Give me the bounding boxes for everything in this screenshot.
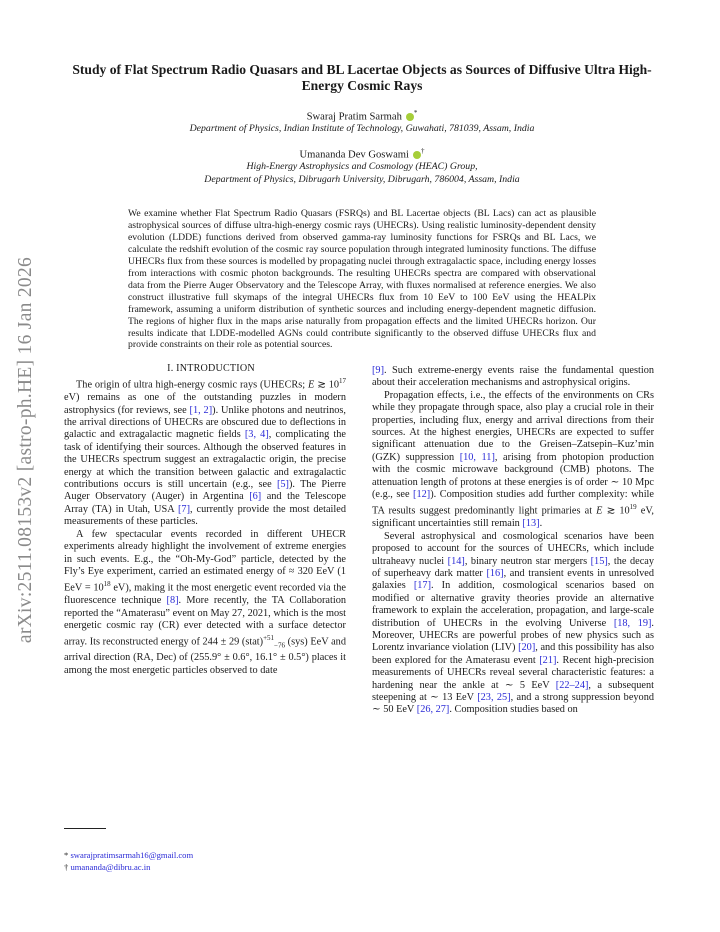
left-column	[64, 363, 346, 677]
paragraph: A few spectacular events recorded in different UHECR experiments already highlight the involvement of extreme energies in such events. E.g., the “Oh-My-God” particle, detected by the Fly’s Eye experiment, carried an estimated energy of ≈ 320 EeV (1 EeV = $10^{18}$ eV), making it the most energetic event recorded via the fluorescence technique [8]. More recently, the TA Collaboration reported the “Amaterasu” event on May 27, 2021, which is the most energetic cosmic ray (CR) ever detected with a surface detector array. Its reconstructed energy of 244 ± 29 (stat)$^{+51}_{-76}$ (sys) EeV and arrival direction (RA, Dec) of (255.9° ± 0.6°, 16.1° ± 0.5°) places it among the most energetic particles observed to date	[64, 528, 346, 676]
footnote-rule	[64, 828, 106, 829]
paragraph: [9]. Such extreme-energy events raise the fundamental question about their acceleration mechanisms and astrophysical origins.	[372, 365, 654, 389]
author-2-mark: †	[420, 147, 425, 155]
paragraph: The origin of ultra high-energy cosmic rays (UHECRs; E ≳ $10^{17}$ eV) remains as one of the outstanding puzzles in modern astrophysics (for reviews, see [1, 2]). Unlike photons and neutrinos, the arrival directions of UHECRs are obscured due to deflections in galactic and extragalactic magnetic fields [3, 4], complicating the task of identifying their sources. Although the observed features in the UHECRs spectrum suggest an extragalactic origin, the precise energy at which the transition between galactic and extragalactic contributions occurs is still uncertain (e.g., see [5]). The Pierre Auger Observatory (Auger) in Argentina [6] and the Telescope Array (TA) in Utah, USA [7], currently provide the most detailed measurements of these particles.	[64, 377, 346, 528]
abstract: We examine whether Flat Spectrum Radio Quasars (FSRQs) and BL Lacertae objects (BL Lacs) can act as plausible astrophysical sources of diffuse ultra-high-energy cosmic rays (UHECRs). Using realistic luminosity-dependent density evolution (LDDE) functions derived from observed gamma-ray luminosity functions for FSRQs and BL Lacs, we calculate the redshift evolution of the cosmic ray source population through integrated luminosity functions. The diffuse UHECRs flux from these sources is modelled by propagating nuclei through extragalactic space, including energy losses from interactions with cosmic photon backgrounds. The resulting UHECRs spectra are compared with observational data from the Pierre Auger Observatory and the Telescope Array, with fluxes normalised at reference energies. We also construct illustrative full skymaps of the integral UHECRs flux from 10 EeV to 100 EeV using the HEALPix framework, assuming a uniform distribution of synthetic sources and including energy-dependent magnetic diffusion. The regions of higher flux in the maps arise naturally from propagation effects and the limited UHECRs horizon. Our results indicate that LDDE-modelled AGNs could contribute significantly to the observed diffuse UHECRs flux and provide constraints on their role as potential sources.	[128, 208, 596, 351]
paragraph: Several astrophysical and cosmological scenarios have been proposed to account for the sources of UHECRs, which include ultraheavy nuclei [14], binary neutron star mergers [15], the decay of superheavy dark matter [16], and transient events in unresolved galaxies [17]. In addition, cosmological scenarios based on modified or alternative gravity theories provide an alternative framework to explain the acceleration, propagation, and large-scale distribution of UHECRs in the evolving Universe [18, 19]. Moreover, UHECRs are powerful probes of new physics such as Lorentz invariance violation (LIV) [20], and this possibility has also been explored for the Amaterasu event [21]. Recent high-precision measurements of UHECRs reveal several characteristic features: a hardening near the ankle at ∼ 5 EeV [22–24], a subsequent steepening at ∼ 13 EeV [23, 25], and a strong suppression beyond ∼ 50 EeV [26, 27]. Composition studies based on	[372, 530, 655, 716]
footnote-email-2[interactable]: † umananda@dibru.ac.in	[64, 862, 151, 872]
orcid-icon[interactable]	[406, 113, 414, 121]
author-1-mark: *	[413, 109, 418, 117]
author-1	[70, 109, 654, 123]
footnote-email-1[interactable]: * swarajpratimsarmah16@gmail.com	[64, 850, 194, 860]
paper-title: Study of Flat Spectrum Radio Quasars and BL Lacertae Objects as Sources of Diffusive Ultra High-Energy Cosmic Rays	[72, 62, 652, 93]
author-2-affiliation-1: High-Energy Astrophysics and Cosmology (HEAC) Group,	[246, 161, 478, 172]
paragraph: Propagation effects, i.e., the effects of the environments on CRs while they propagate through space, also play a crucial role in their properties, including flux, energy and arrival directions from their sources. At the highest energies, UHECRs are expected to suffer significant attenuation due to the Greisen–Zatsepin–Kuz’min (GZK) suppression [10, 11], arising from photopion production with the cosmic microwave background (CMB) photons. The attenuation length of protons at these energies is of order ∼ 10 Mpc (e.g., see [12]). Composition studies add further complexity: while TA results suggest predominantly light primaries at E ≳ $10^{19}$ eV, significant uncertainties still remain [13].	[372, 389, 655, 530]
arxiv-identifier: arXiv:2511.08153v2 [astro-ph.HE] 16 Jan 2026	[15, 256, 36, 644]
section-heading: I. INTRODUCTION	[167, 363, 255, 374]
author-1-affiliation: Department of Physics, Indian Institute of Technology, Guwahati, 781039, Assam, India	[189, 123, 535, 134]
orcid-icon[interactable]	[413, 151, 421, 159]
author-2	[70, 147, 654, 161]
author-1-name: Swaraj Pratim Sarmah	[306, 111, 402, 123]
author-2-affiliation-2: Department of Physics, Dibrugarh University, Dibrugarh, 786004, Assam, India	[204, 174, 520, 185]
author-2-name: Umananda Dev Goswami	[299, 149, 409, 161]
right-column	[372, 365, 654, 717]
